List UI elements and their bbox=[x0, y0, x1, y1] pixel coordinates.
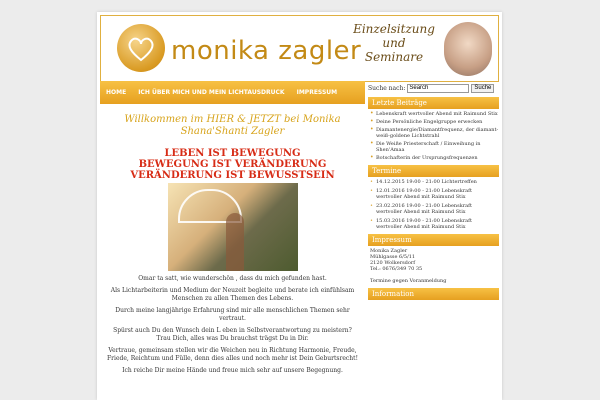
intro-paragraph: Vertraue, gemeinsam stellen wir die Weichen neu in Richtung Harmonie, Freude, Friede, Reichtum und Fülle, denn dies alles und noch mehr ist Dein Geburtsrecht! bbox=[107, 347, 358, 362]
nav-home[interactable]: HOME bbox=[106, 89, 127, 96]
main-nav bbox=[100, 81, 365, 104]
information-header: Information bbox=[368, 288, 499, 300]
nav-impressum[interactable]: IMPRESSUM bbox=[296, 89, 338, 96]
tagline-line: Seminare bbox=[364, 50, 424, 64]
heart-logo-icon bbox=[117, 24, 165, 72]
latest-post-link[interactable]: • Deine Persönliche Engelgruppe erwecken bbox=[370, 119, 499, 125]
impressum-block bbox=[370, 248, 499, 284]
motto bbox=[100, 148, 365, 181]
main-content bbox=[100, 110, 365, 400]
latest-post-link[interactable]: • Diamantenergie/Diamantfrequenz, der diamant-weiß-goldene Lichtstrahl bbox=[370, 127, 499, 139]
welcome-line: Willkommen im HIER & JETZT bei Monika bbox=[124, 114, 341, 125]
page bbox=[97, 12, 502, 400]
latest-posts-header: Letzte Beiträge bbox=[368, 97, 499, 109]
motto-line: BEWEGUNG IST VERÄNDERUNG bbox=[138, 159, 327, 170]
site-header bbox=[100, 15, 499, 82]
intro-paragraph: Ich reiche Dir meine Hände und freue mich sehr auf unsere Begegnung. bbox=[122, 367, 343, 374]
tagline-line: Einzelsitzung bbox=[353, 22, 435, 36]
profile-photo bbox=[444, 22, 492, 76]
intro-paragraph: Durch meine langjährige Erfahrung sind mir alle menschlichen Themen sehr vertraut. bbox=[115, 307, 350, 322]
search-button[interactable]: Suche bbox=[471, 84, 494, 93]
impressum-line: Monika Zagler bbox=[370, 248, 408, 254]
impressum-line: 2120 Wolkersdorf bbox=[370, 260, 416, 266]
impressum-line: Mühlgasse 6/5/11 bbox=[370, 254, 416, 260]
header-tagline bbox=[339, 22, 449, 64]
impressum-header: Impressum bbox=[368, 234, 499, 246]
latest-post-link[interactable]: • Lebenskraft wertvoller Abend mit Raimund Stix bbox=[370, 111, 499, 117]
tagline-line: und bbox=[382, 36, 406, 50]
termin-item[interactable]: • 14.12.2015 19:00 - 21:00 Lichtertreffen bbox=[370, 179, 499, 185]
termin-item[interactable]: • 23.02.2016 19:00 - 21:00 Lebenskraft wertvoller Abend mit Raimund Stix bbox=[370, 203, 499, 215]
hero-image bbox=[168, 183, 298, 271]
search-input[interactable] bbox=[407, 84, 469, 93]
impressum-line: Tel.: 0676/349 70 35 bbox=[370, 266, 423, 272]
latest-post-link[interactable]: • Die Weiße Priesterschaft / Einweihung in Shen'Amaa bbox=[370, 141, 499, 153]
termine-link[interactable]: Termine gegen Voranmeldung bbox=[370, 278, 447, 284]
intro-paragraph: Spürst auch Du den Wunsch dein L eben in Selbstverantwortung zu meistern? Trau Dich, alles was Du brauchst trägst Du in Dir. bbox=[113, 327, 352, 342]
intro-paragraph: Omar ta satt, wie wunderschön , dass du mich gefunden hast. bbox=[138, 275, 327, 282]
latest-post-link[interactable]: • Botschafterin der Ursprungsfrequenzen bbox=[370, 155, 499, 161]
termine-header: Termine bbox=[368, 165, 499, 177]
figure-silhouette bbox=[226, 213, 244, 271]
motto-line: LEBEN IST BEWEGUNG bbox=[164, 148, 301, 159]
welcome-line: Shana'Shanti Zagler bbox=[180, 126, 285, 137]
intro-paragraph: Als Lichtarbeiterin und Medium der Neuzeit begleite und berate ich einfühlsam Menschen zu allen Themen des Lebens. bbox=[110, 287, 355, 302]
termine-list bbox=[370, 179, 499, 230]
welcome-heading bbox=[100, 114, 365, 138]
search-label: Suche nach: bbox=[368, 84, 406, 92]
search-bar bbox=[368, 83, 499, 93]
motto-line: VERÄNDERUNG IST BEWUSSTSEIN bbox=[130, 170, 335, 181]
termin-item[interactable]: • 15.03.2016 19:00 - 21:00 Lebenskraft wertvoller Abend mit Raimund Stix bbox=[370, 218, 499, 230]
site-logo-text[interactable]: monika zagler bbox=[171, 36, 362, 66]
termin-item[interactable]: • 12.01.2016 19:00 - 21:00 Lebenskraft wertvoller Abend mit Raimund Stix bbox=[370, 188, 499, 200]
latest-posts-list bbox=[370, 111, 499, 161]
sidebar bbox=[368, 81, 499, 400]
nav-about[interactable]: ICH ÜBER MICH UND MEIN LICHTAUSDRUCK bbox=[138, 89, 285, 96]
